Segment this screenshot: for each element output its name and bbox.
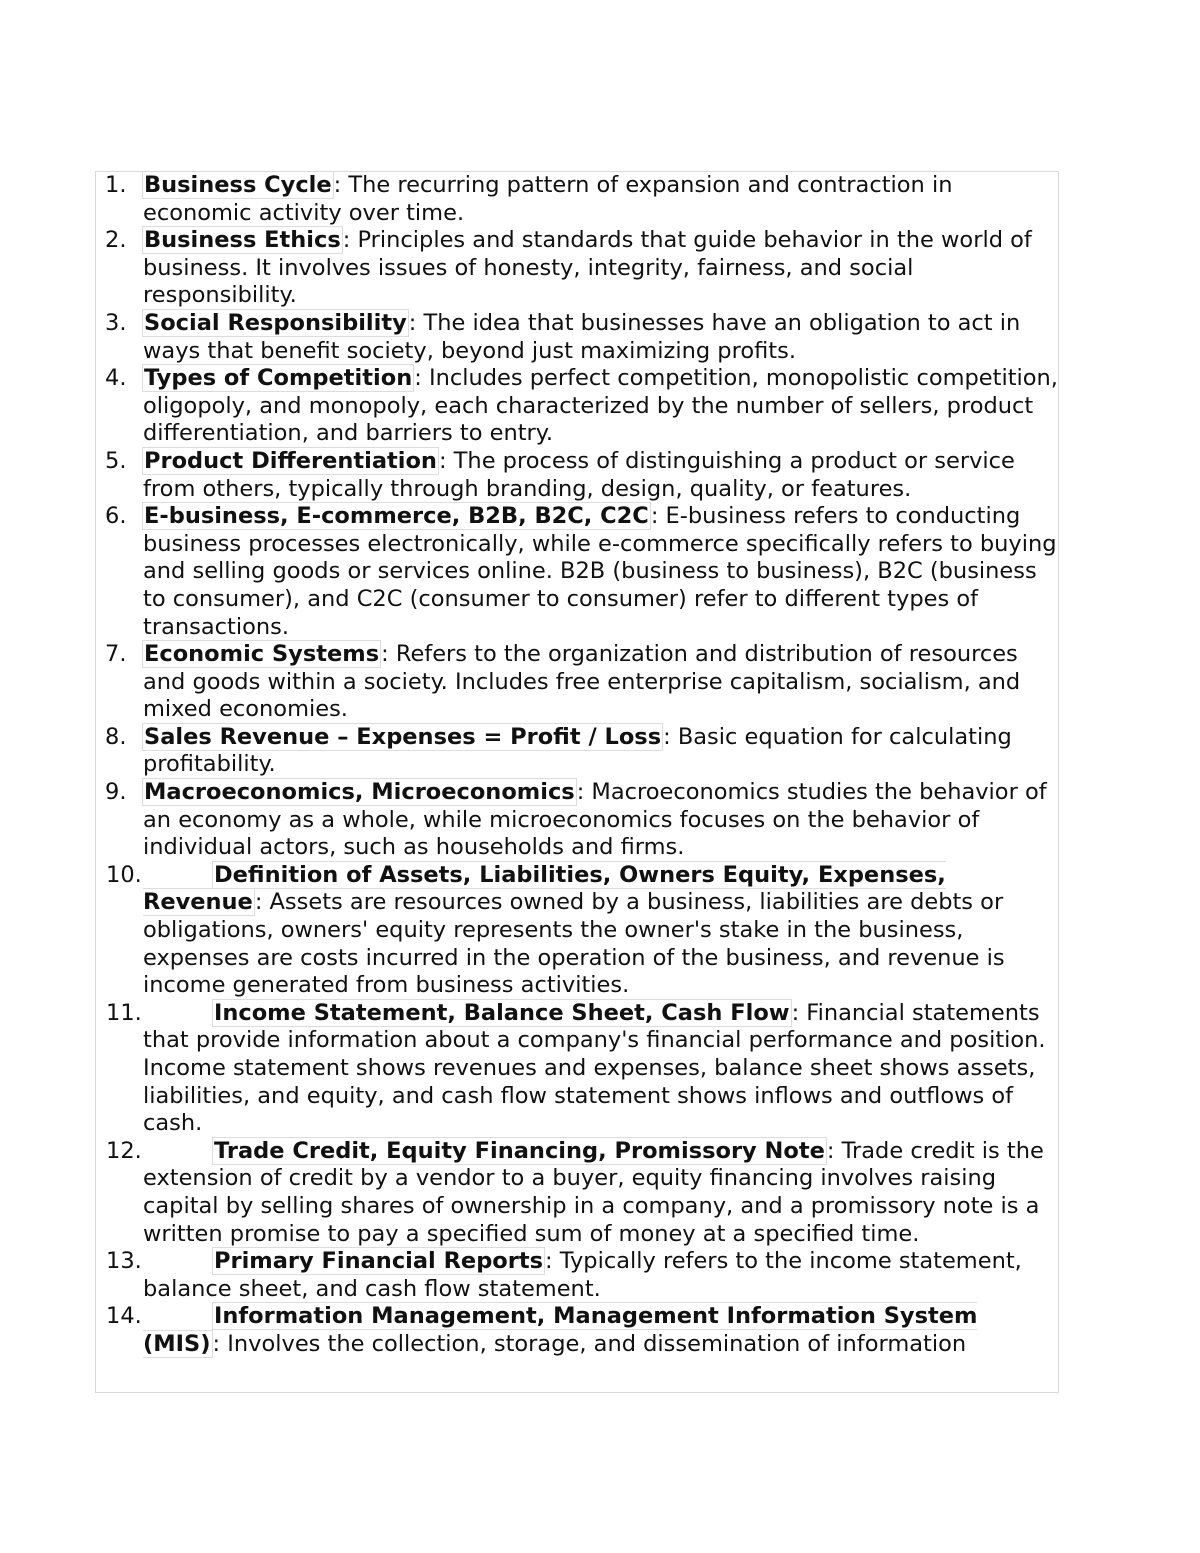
list-item <box>96 724 1059 779</box>
item-number: 1. <box>105 172 127 198</box>
list-item <box>96 1000 1059 1138</box>
item-term: Definition of Assets, Liabilities, Owners Equity, Expenses, Revenue <box>143 861 946 916</box>
item-number: 13. <box>106 1248 142 1275</box>
item-text: : Refers to the organization and distribution of resources and goods within a society. Includes free enterprise capitalism, socialism, and mixed economies. <box>143 641 1021 723</box>
item-term: Business Cycle <box>144 172 332 198</box>
item-number: 9. <box>105 779 127 806</box>
list-item <box>96 1138 1059 1248</box>
list-item <box>96 227 1059 310</box>
item-text: : Trade credit is the extension of credit by a vendor to a buyer, equity financing involves raising capital by selling shares of ownership in a company, and a promissory note is a written promise to pay a specified sum of money at a specified time. <box>143 1137 1044 1247</box>
item-term: E-business, E-commerce, B2B, B2C, C2C <box>144 503 649 530</box>
list-item <box>96 503 1059 641</box>
item-term: Information Management, Management Information System (MIS) <box>143 1303 978 1357</box>
item-number: 4. <box>105 365 127 392</box>
item-text: : Involves the collection, storage, and dissemination of information <box>212 1330 967 1357</box>
item-term: Product Differentiation <box>144 447 437 474</box>
list-item <box>96 310 1059 365</box>
item-term: Primary Financial Reports <box>214 1248 543 1275</box>
item-number: 6. <box>105 503 127 530</box>
list-item <box>96 365 1059 448</box>
list-item <box>96 862 1059 1000</box>
item-text: : The idea that businesses have an obligation to act in ways that benefit society, beyond just maximizing profits. <box>143 309 1021 364</box>
list-item <box>96 448 1059 503</box>
item-number: 5. <box>105 447 127 474</box>
item-text: : Typically refers to the income statement, balance sheet, and cash flow statement. <box>143 1248 1022 1302</box>
item-number: 8. <box>105 723 127 750</box>
list-item <box>96 1303 1059 1358</box>
item-term: Macroeconomics, Microeconomics <box>144 779 575 806</box>
list-item <box>96 641 1059 724</box>
item-text: : Principles and standards that guide behavior in the world of business. It involves issues of honesty, integrity, fairness, and social responsibility. <box>143 227 1032 309</box>
item-text: : Macroeconomics studies the behavior of an economy as a whole, while microeconomics focuses on the behavior of individual actors, such as households and firms. <box>143 779 1047 861</box>
item-text: : Financial statements that provide information about a company's financial performance and position. Income statement shows revenues and expenses, balance sheet shows assets, liabilities, and equity, and cash flow statement shows inflows and outflows of cash. <box>143 999 1046 1137</box>
item-term: Trade Credit, Equity Financing, Promissory Note <box>214 1137 825 1164</box>
item-term: Income Statement, Balance Sheet, Cash Flow <box>214 999 790 1026</box>
item-number: 7. <box>105 641 127 668</box>
item-term: Business Ethics <box>144 227 341 254</box>
item-term: Types of Competition <box>144 365 413 392</box>
list-item <box>96 1248 1059 1303</box>
item-term: Economic Systems <box>144 641 380 668</box>
item-number: 3. <box>105 309 127 336</box>
item-term: Social Responsibility <box>144 309 407 336</box>
list-item <box>96 172 1059 227</box>
document-page <box>95 171 1059 1393</box>
list-item <box>96 779 1059 862</box>
item-number: 12. <box>106 1137 142 1164</box>
item-number: 10. <box>106 861 142 888</box>
item-text: : The recurring pattern of expansion and contraction in economic activity over time. <box>143 172 953 226</box>
item-text: : Includes perfect competition, monopolistic competition, oligopoly, and monopoly, each characterized by the number of sellers, product differentiation, and barriers to entry. <box>143 365 1058 447</box>
item-text: : Basic equation for calculating profitability. <box>143 723 1012 778</box>
item-text: : E-business refers to conducting business processes electronically, while e-commerce specifically refers to buying and selling goods or services online. B2B (business to business), B2C (business to consumer), and C2C (consumer to consumer) refer to different types of transactions. <box>143 503 1057 640</box>
item-text: : Assets are resources owned by a business, liabilities are debts or obligations, owners' equity represents the owner's stake in the business, expenses are costs incurred in the operation of the business, and revenue is income generated from business activities. <box>143 889 1005 999</box>
definitions-list <box>96 172 1059 1359</box>
item-number: 11. <box>106 999 142 1026</box>
item-number: 2. <box>105 227 127 254</box>
item-number: 14. <box>106 1303 142 1330</box>
item-text: : The process of distinguishing a product or service from others, typically through branding, design, quality, or features. <box>143 447 1015 502</box>
item-term: Sales Revenue – Expenses = Profit / Loss <box>144 723 662 750</box>
